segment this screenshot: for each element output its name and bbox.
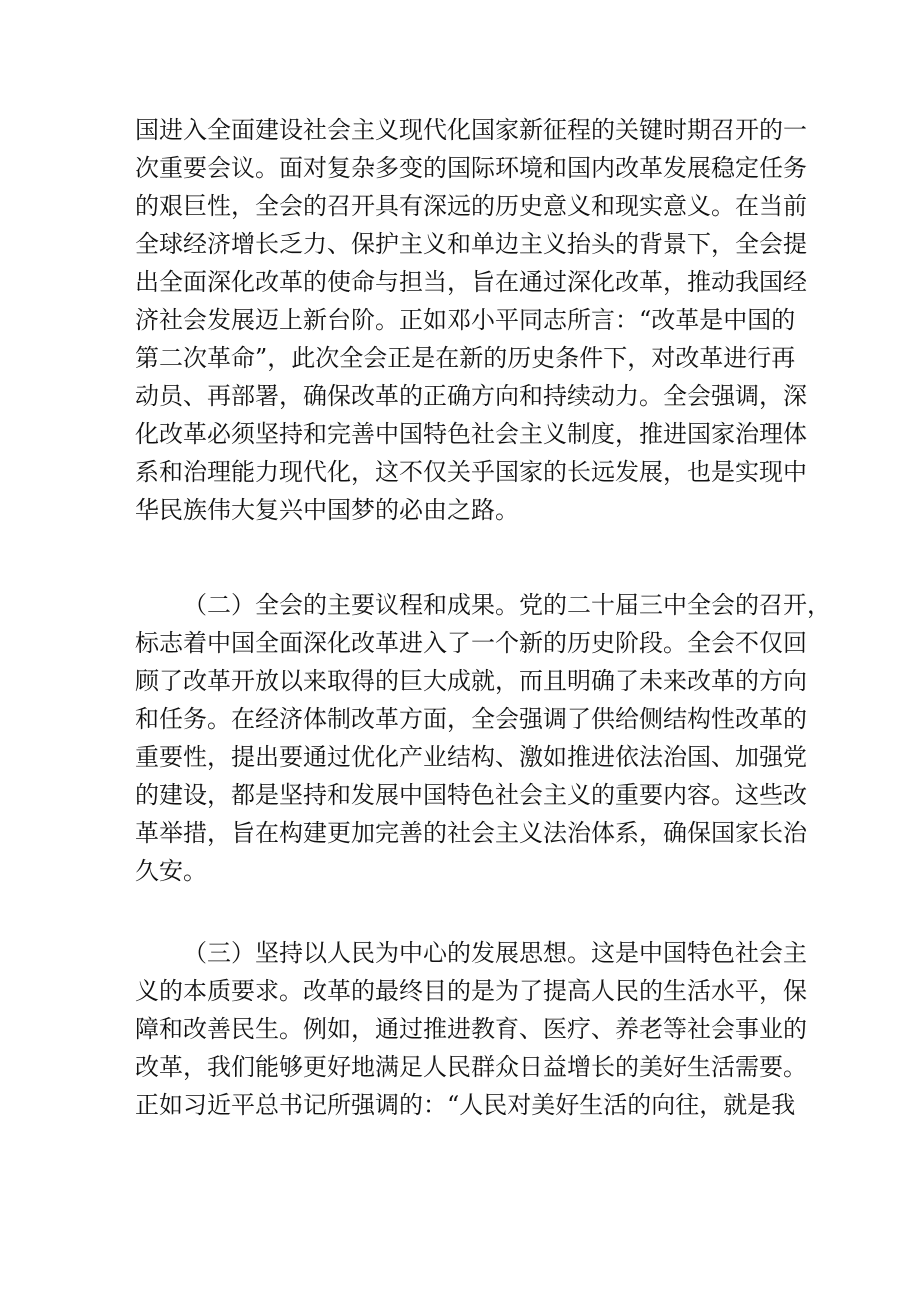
- paragraph-line: 华民族伟大复兴中国梦的必由之路。: [135, 496, 519, 524]
- paragraph-line: 顾了改革开放以来取得的巨大成就，而且明确了未来改革的方向: [135, 667, 807, 695]
- paragraph-line: 化改革必须坚持和完善中国特色社会主义制度，推进国家治理体: [135, 420, 807, 448]
- paragraph-line: 出全面深化改革的使命与担当，旨在通过深化改革，推动我国经: [135, 268, 807, 296]
- paragraph-line: 全球经济增长乏力、保护主义和单边主义抬头的背景下，全会提: [135, 230, 807, 258]
- paragraph-line: 标志着中国全面深化改革进入了一个新的历史阶段。全会不仅回: [135, 629, 807, 657]
- paragraph-line: 次重要会议。面对复杂多变的国际环境和国内改革发展稳定任务: [135, 154, 807, 182]
- paragraph-line: 革举措，旨在构建更加完善的社会主义法治体系，确保国家长治: [135, 819, 807, 847]
- paragraph-line: 和任务。在经济体制改革方面，全会强调了供给侧结构性改革的: [135, 705, 807, 733]
- paragraph-line: 障和改善民生。例如，通过推进教育、医疗、养老等社会事业的: [135, 1015, 807, 1043]
- paragraph-line: （三）坚持以人民为中心的发展思想。这是中国特色社会主: [183, 939, 807, 967]
- paragraph-line: 正如习近平总书记所强调的：“人民对美好生活的向往，就是我: [135, 1091, 796, 1119]
- paragraph-3: [135, 934, 807, 1124]
- paragraph-1: [135, 111, 807, 529]
- paragraph-line: 国进入全面建设社会主义现代化国家新征程的关键时期召开的一: [135, 116, 807, 144]
- paragraph-line: 系和治理能力现代化，这不仅关乎国家的长远发展，也是实现中: [135, 458, 807, 486]
- paragraph-line: 的艰巨性，全会的召开具有深远的历史意义和现实意义。在当前: [135, 192, 807, 220]
- paragraph-line: 久安。: [135, 857, 207, 885]
- paragraph-line: 济社会发展迈上新台阶。正如邓小平同志所言：“改革是中国的: [135, 306, 796, 334]
- paragraph-line: 的建设，都是坚持和发展中国特色社会主义的重要内容。这些改: [135, 781, 807, 809]
- paragraph-2: [135, 586, 831, 890]
- paragraph-line: 动员、再部署，确保改革的正确方向和持续动力。全会强调，深: [135, 382, 807, 410]
- paragraph-line: （二）全会的主要议程和成果。党的二十届三中全会的召开，: [183, 591, 831, 619]
- paragraph-line: 义的本质要求。改革的最终目的是为了提高人民的生活水平，保: [135, 977, 807, 1005]
- paragraph-line: 第二次革命”，此次全会正是在新的历史条件下，对改革进行再: [135, 344, 796, 372]
- paragraph-line: 改革，我们能够更好地满足人民群众日益增长的美好生活需要。: [135, 1053, 807, 1081]
- paragraph-line: 重要性，提出要通过优化产业结构、激如推进依法治国、加强党: [135, 743, 807, 771]
